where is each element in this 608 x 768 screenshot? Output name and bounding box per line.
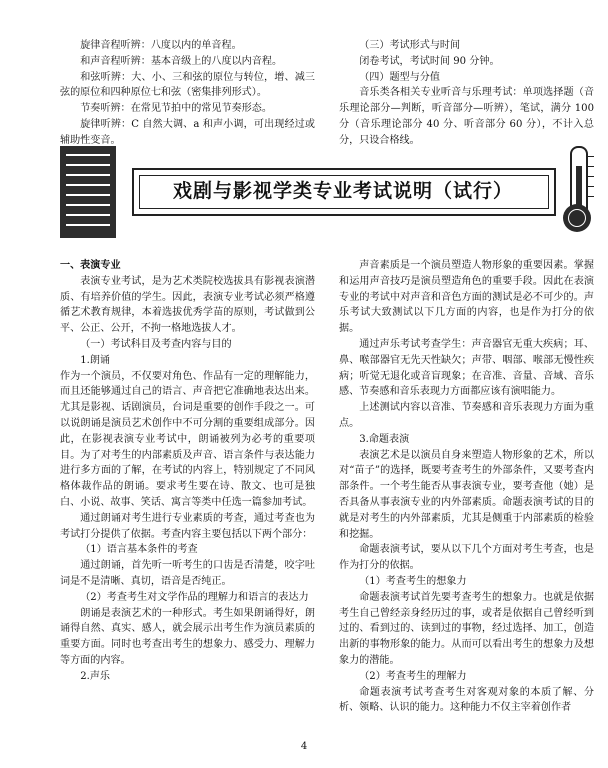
paragraph: （四）题型与分值 [359, 71, 440, 83]
paragraph: 表演专业考试，是为艺术类院校选拔具有影视表演潜质、有培养价值的学生。因此，表演专业考试必须严格遵循艺术教育规律，本着选拔优秀学苗的原则，考试做到公平、公正、公开，不拘一格地选拔人才。 [60, 275, 315, 335]
paragraph: 作为一个演员，不仅要对角色、作品有一定的理解能力，而且还能够通过自己的语言、声音把它准确地表达出来。尤其是影视、话剧演员，台词是重要的创作手段之一。可以说朗诵是演员艺术创作中不可分割的重要组成部分。因此，在影视表演专业考试中，朗诵被列为必考的重要项目。为了对考生的内部素质及声音、语言条件与表达能力进行多方面的了解，在考试的内容上，特别规定了不同风格体裁作品的朗诵。要求考生要在诗、散文、也可是独白、小说、故事、笑话、寓言等类中任选一篇参加考试。 [60, 370, 315, 508]
paragraph: 通过朗诵对考生进行专业素质的考查，通过考查也为考试打分提供了依据。考查内容主要包括以下两个部分： [60, 512, 315, 540]
right-column [339, 258, 594, 716]
paragraph: 旋律听辨：C 自然大调、a 和声小调，可出现经过或辅助性变音。 [60, 118, 315, 146]
thermometer-tick [586, 156, 594, 157]
left-column [60, 258, 315, 685]
paragraph: 通过朗诵，首先听一听考生的口齿是否清楚，咬字吐词是不是清晰、真切，语音是否纯正。 [60, 560, 315, 587]
paragraph: 上述测试内容以音准、节奏感和音乐表现力方面为重点。 [339, 402, 594, 429]
paragraph: 表演艺术是以演员自身来塑造人物形象的艺术，所以对“苗子”的选择，既要考查考生的外部条件，又要考查内部条件。一个考生能否从事表演专业，要考查他（她）是否具备从事表演专业的内外部素质。命题表演考试的目的就是对考生的内外部素质，尤其是侧重于内部素质的检验和挖掘。 [339, 449, 594, 540]
paragraph: 命题表演考试，要从以下几个方面对考生考查，也是作为打分的依据。 [339, 544, 594, 572]
paragraph: （三）考试形式与时间 [359, 40, 461, 51]
paragraph: 节奏听辨：在常见节拍中的常见节奏形态。 [80, 103, 272, 115]
paragraph: （1）语言基本条件的考查 [80, 544, 198, 556]
paragraph: 1.朗诵 [80, 354, 111, 366]
top-right-column [339, 38, 594, 149]
thermometer-bulb-ring [568, 209, 586, 227]
paragraph: 命题表演考试首先要考查考生的想象力。也就是依据考生自己曾经亲身经历过的事，或者是依据自己曾经听到过的、看到过的、读到过的事物，经过选择、加工，创造出新的事物形象的能力。从而可以看出考生的想象力及想象力的潜能。 [339, 591, 594, 666]
paragraph: 朗诵是表演艺术的一种形式。考生如果朗诵得好，朗诵得自然、真实、感人，就会展示出考生作为演员素质的重要方面。同时也考查出考生的想象力、感受力、理解力等方面的内容。 [60, 607, 315, 666]
paragraph: 一、表演专业 [60, 260, 121, 271]
paragraph: 闭卷考试，考试时间 90 分钟。 [359, 55, 500, 67]
paragraph: （一）考试科目及考查内容与目的 [80, 338, 232, 350]
section-banner [60, 146, 600, 238]
paragraph: （2）考查考生的理解力 [359, 670, 467, 682]
thermometer-tick [586, 176, 594, 177]
thermometer-tick [586, 166, 594, 167]
thermometer-tick [586, 196, 594, 197]
top-left-column [60, 38, 315, 149]
banner-title: 戏剧与影视学类专业考试说明（试行） [172, 180, 513, 202]
page-number: 4 [300, 741, 308, 752]
paragraph: 和弦听辨：大、小、三和弦的原位与转位，增、减三弦的原位和四种原位七和弦（密集排列形式）。 [60, 71, 315, 99]
paragraph: 和声音程听辨：基本音级上的八度以内音程。 [80, 55, 283, 67]
paragraph: 2.声乐 [80, 670, 111, 682]
paragraph: 声音素质是一个演员塑造人物形象的重要因素。掌握和运用声音技巧是演员塑造角色的重要手段。因此在表演专业的考试中对声音和音色方面的测试是必不可少的。声乐考试大致测试以下几方面的内容，也是作为打分的依据。 [339, 260, 594, 335]
paragraph: 音乐类各相关专业听音与乐理考试：单项选择题（音乐理论部分—判断，听音部分—听辨），笔试，满分 100 分（音乐理论部分 40 分、听音部分 60 分），不计入总分，只设合格线。 [339, 87, 594, 146]
paragraph: （2）考查考生对文学作品的理解力和语言的表达力 [80, 591, 309, 603]
paragraph: 命题表演考试考查考生对客观对象的本质了解、分析、领略、认识的能力。这种能力不仅主宰着创作者 [339, 686, 594, 714]
paragraph: 通过声乐考试考查学生：声音器官无重大疾病；耳、鼻、喉部器官无先天性缺欠；声带、咽部、喉部无慢性疾病；听觉无退化或音盲现象；在音准、音量、音域、音乐感、节奏感和音乐表现力方面都应该有演唱能力。 [339, 338, 594, 398]
paragraph: （1）考查考生的想象力 [359, 575, 467, 587]
thermometer-tick [586, 186, 594, 187]
paragraph: 旋律音程听辨：八度以内的单音程。 [80, 40, 242, 51]
banner-left-bar [60, 146, 116, 238]
paragraph: 3.命题表演 [359, 433, 410, 445]
